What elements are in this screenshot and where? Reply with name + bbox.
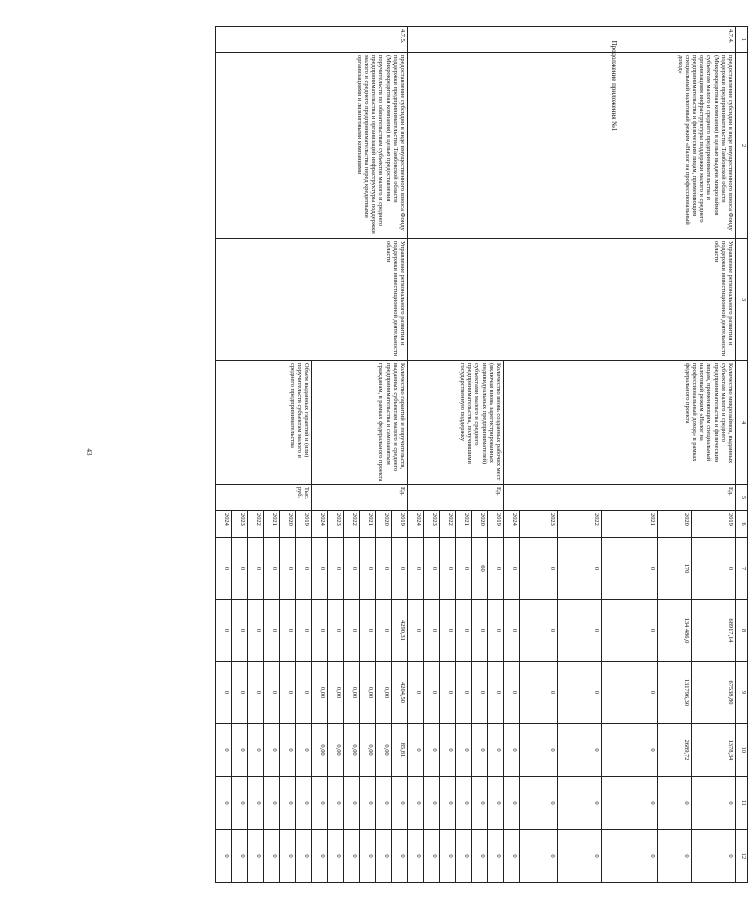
table-row	[692, 27, 736, 883]
value-cell: 0	[504, 777, 520, 830]
value-cell: 0	[216, 538, 232, 600]
column-number: 6	[736, 511, 748, 538]
value-cell: 0	[248, 538, 264, 600]
value-cell: 0	[328, 600, 344, 662]
value-cell: 0	[328, 830, 344, 883]
year-cell: 2022	[248, 511, 264, 538]
value-cell: 0	[392, 538, 408, 600]
value-cell: 0	[504, 662, 520, 724]
year-cell: 2024	[216, 511, 232, 538]
column-number: 8	[736, 600, 748, 662]
column-number: 9	[736, 662, 748, 724]
value-cell: 0	[280, 538, 296, 600]
measure-number: 4.7.5.	[216, 27, 408, 53]
value-cell: 0	[692, 777, 736, 830]
value-cell: 0	[472, 830, 488, 883]
value-cell: 0	[232, 600, 248, 662]
value-cell: 0,00	[360, 724, 376, 777]
value-cell: 0	[232, 724, 248, 777]
value-cell: 131796,30	[658, 662, 692, 724]
measure-description: предоставление субсидии в виде имущественного взноса Фонду поддержки предпринимательства Тамбовской области (Микрокредитная компания) в целью предоставления поручительств по обязательствам субъектов малого и среднего предпринимательства и организаций инфраструктуры поддержки малого и среднего предпринимательства перед кредитными организациями и лизинговыми компаниями	[216, 53, 408, 239]
value-cell: 0	[440, 777, 456, 830]
rotated-table-container	[200, 26, 748, 876]
column-number: 12	[736, 830, 748, 883]
value-cell: 0	[264, 777, 280, 830]
column-number: 3	[736, 239, 748, 361]
value-cell: 0	[312, 830, 328, 883]
value-cell: 0	[248, 830, 264, 883]
value-cell: 0	[344, 830, 360, 883]
value-cell: 1378,34	[692, 724, 736, 777]
year-cell: 2019	[296, 511, 312, 538]
value-cell: 0	[558, 777, 602, 830]
value-cell: 0	[602, 724, 658, 777]
column-number: 7	[736, 538, 748, 600]
value-cell: 0	[408, 777, 424, 830]
value-cell: 0	[264, 600, 280, 662]
table-row	[392, 27, 408, 883]
value-cell: 0	[504, 724, 520, 777]
value-cell: 0	[312, 777, 328, 830]
value-cell: 0	[424, 662, 440, 724]
column-number-row	[736, 27, 748, 883]
value-cell: 0,00	[344, 724, 360, 777]
value-cell: 0	[488, 662, 504, 724]
value-cell: 0	[296, 538, 312, 600]
value-cell: 0,00	[312, 662, 328, 724]
indicator-unit: Ед.	[504, 485, 736, 511]
column-number: 4	[736, 361, 748, 485]
value-cell: 0	[424, 724, 440, 777]
value-cell: 0,00	[328, 724, 344, 777]
value-cell: 0	[520, 662, 558, 724]
value-cell: 0	[440, 662, 456, 724]
column-number: 11	[736, 777, 748, 830]
page-number: 43	[85, 448, 93, 456]
value-cell: 0	[360, 777, 376, 830]
value-cell: 0	[280, 777, 296, 830]
value-cell: 0	[248, 600, 264, 662]
indicator-unit: Ед.	[408, 485, 504, 511]
executor-cell: Управление регионального развития и поддержки инвестиционной деятельности области	[216, 239, 408, 361]
value-cell: 0	[440, 724, 456, 777]
value-cell: 0	[392, 777, 408, 830]
column-number: 10	[736, 724, 748, 777]
value-cell: 0	[488, 724, 504, 777]
year-cell: 2019	[692, 511, 736, 538]
value-cell: 0	[504, 538, 520, 600]
value-cell: 0	[692, 830, 736, 883]
year-cell: 2020	[280, 511, 296, 538]
year-cell: 2023	[232, 511, 248, 538]
indicator-unit: Ед.	[312, 485, 408, 511]
value-cell: 0	[216, 777, 232, 830]
value-cell: 0	[232, 538, 248, 600]
value-cell: 0	[312, 538, 328, 600]
value-cell: 0	[216, 724, 232, 777]
year-cell: 2020	[658, 511, 692, 538]
indicator-unit: Тыс. руб.	[216, 485, 312, 511]
value-cell: 4290,31	[392, 600, 408, 662]
value-cell: 4204,50	[392, 662, 408, 724]
value-cell: 0	[280, 830, 296, 883]
value-cell: 0	[520, 538, 558, 600]
value-cell: 85,81	[392, 724, 408, 777]
value-cell: 0	[658, 777, 692, 830]
value-cell: 0	[376, 538, 392, 600]
value-cell: 0	[558, 538, 602, 600]
value-cell: 0	[424, 830, 440, 883]
value-cell: 170	[658, 538, 692, 600]
value-cell: 2689,72	[658, 724, 692, 777]
value-cell: 0	[216, 830, 232, 883]
column-number: 1	[736, 27, 748, 53]
value-cell: 0	[344, 777, 360, 830]
value-cell: 0	[248, 724, 264, 777]
value-cell: 134 486,0	[658, 600, 692, 662]
value-cell: 0	[312, 600, 328, 662]
value-cell: 0,00	[360, 662, 376, 724]
year-cell: 2021	[456, 511, 472, 538]
value-cell: 0	[472, 724, 488, 777]
value-cell: 0,00	[376, 724, 392, 777]
measure-number: 4.7.4.	[408, 27, 736, 53]
value-cell: 0	[602, 538, 658, 600]
value-cell: 0	[232, 830, 248, 883]
value-cell: 0	[328, 538, 344, 600]
value-cell: 0	[456, 724, 472, 777]
value-cell: 0	[424, 600, 440, 662]
value-cell: 0	[264, 724, 280, 777]
value-cell: 0	[280, 724, 296, 777]
year-cell: 2022	[558, 511, 602, 538]
value-cell: 0	[280, 662, 296, 724]
value-cell: 0,00	[312, 724, 328, 777]
measure-description: предоставление субсидии в виде имущественного взноса Фонду поддержки предпринимательства Тамбовской области (Микрокредитная компания) в целью выдачи микрозаймов субъектам малого и среднего предпринимательства и организациям инфраструктуры поддержки малого и среднего предпринимательства и физическим лицам, применяющим специальный налоговый режим «Налог на профессиональный доход»	[408, 53, 736, 239]
value-cell: 0	[424, 538, 440, 600]
value-cell: 0	[472, 777, 488, 830]
value-cell: 0	[520, 600, 558, 662]
value-cell: 0	[692, 538, 736, 600]
value-cell: 0	[328, 777, 344, 830]
value-cell: 0	[440, 600, 456, 662]
value-cell: 0	[602, 600, 658, 662]
value-cell: 0	[658, 830, 692, 883]
column-number: 5	[736, 485, 748, 511]
value-cell: 0	[440, 538, 456, 600]
indicator-name: Количество гарантий и поручительств, выданных субъектам малого и среднего предпринимательства и самозанятым гражданам, в рамках федерального проекта	[312, 361, 408, 485]
value-cell: 0	[408, 830, 424, 883]
value-cell: 0	[424, 777, 440, 830]
year-cell: 2024	[312, 511, 328, 538]
value-cell: 0	[360, 830, 376, 883]
value-cell: 0	[392, 830, 408, 883]
value-cell: 0,00	[344, 662, 360, 724]
value-cell: 0	[296, 662, 312, 724]
year-cell: 2022	[440, 511, 456, 538]
value-cell: 0	[456, 830, 472, 883]
appendix-continuation-label: Продолжение приложения №1	[610, 40, 618, 132]
value-cell: 0	[558, 662, 602, 724]
year-cell: 2023	[424, 511, 440, 538]
value-cell: 0	[360, 600, 376, 662]
value-cell: 0	[232, 662, 248, 724]
value-cell: 0	[376, 830, 392, 883]
value-cell: 0,00	[376, 662, 392, 724]
executor-cell: Управление регионального развития и поддержки инвестиционной деятельности области	[408, 239, 736, 361]
value-cell: 0	[408, 724, 424, 777]
value-cell: 0	[376, 777, 392, 830]
value-cell: 0	[456, 777, 472, 830]
value-cell: 0	[602, 662, 658, 724]
value-cell: 0	[408, 600, 424, 662]
value-cell: 0	[602, 830, 658, 883]
value-cell: 0	[296, 600, 312, 662]
value-cell: 0	[440, 830, 456, 883]
indicator-name: Количество вновь созданных рабочих мест (включая вновь зарегистрированных индивидуальных предпринимателей) субъектами малого и среднего предпринимательства, получившими государственную поддержку	[408, 361, 504, 485]
value-cell: 0	[488, 830, 504, 883]
value-cell: 0	[456, 662, 472, 724]
value-cell: 0	[296, 777, 312, 830]
year-cell: 2019	[392, 511, 408, 538]
value-cell: 0	[248, 777, 264, 830]
year-cell: 2023	[520, 511, 558, 538]
year-cell: 2021	[360, 511, 376, 538]
value-cell: 0	[504, 600, 520, 662]
program-measures-table	[215, 26, 748, 883]
value-cell: 0	[520, 830, 558, 883]
value-cell: 0	[216, 600, 232, 662]
value-cell: 0	[558, 724, 602, 777]
value-cell: 0	[472, 662, 488, 724]
value-cell: 0	[456, 538, 472, 600]
value-cell: 0	[296, 724, 312, 777]
value-cell: 0	[558, 830, 602, 883]
value-cell: 0	[408, 662, 424, 724]
year-cell: 2019	[488, 511, 504, 538]
value-cell: 0	[296, 830, 312, 883]
value-cell: 0	[472, 600, 488, 662]
value-cell: 0	[456, 600, 472, 662]
indicator-name: Объем выданных гарантий и (или) поручительств субъектам малого и среднего предпринимательства	[216, 361, 312, 485]
year-cell: 2021	[264, 511, 280, 538]
value-cell: 0	[520, 724, 558, 777]
indicator-name: Количество микрозаймов, выданных субъектам малого и среднего предпринимательства и физическим лицам, применяющим специальный налоговый режим «Налог на профессиональный доход» в рамках федерального проекта	[504, 361, 736, 485]
value-cell: 0	[488, 538, 504, 600]
value-cell: 0	[344, 538, 360, 600]
year-cell: 2024	[408, 511, 424, 538]
value-cell: 0	[264, 830, 280, 883]
value-cell: 0	[248, 662, 264, 724]
value-cell: 0	[280, 600, 296, 662]
column-number: 2	[736, 53, 748, 239]
value-cell: 0	[520, 777, 558, 830]
year-cell: 2020	[376, 511, 392, 538]
year-cell: 2024	[504, 511, 520, 538]
value-cell: 68917,14	[692, 600, 736, 662]
value-cell: 0	[602, 777, 658, 830]
value-cell: 0	[408, 538, 424, 600]
year-cell: 2020	[472, 511, 488, 538]
value-cell: 0	[504, 830, 520, 883]
year-cell: 2021	[602, 511, 658, 538]
value-cell: 0	[488, 600, 504, 662]
value-cell: 0	[376, 600, 392, 662]
value-cell: 0	[488, 777, 504, 830]
value-cell: 0,00	[328, 662, 344, 724]
value-cell: 0	[344, 600, 360, 662]
value-cell: 0	[264, 662, 280, 724]
value-cell: 67538,80	[692, 662, 736, 724]
year-cell: 2022	[344, 511, 360, 538]
value-cell: 0	[558, 600, 602, 662]
value-cell: 0	[360, 538, 376, 600]
value-cell: 0	[232, 777, 248, 830]
year-cell: 2023	[328, 511, 344, 538]
value-cell: 0	[264, 538, 280, 600]
value-cell: 0	[216, 662, 232, 724]
value-cell: 60	[472, 538, 488, 600]
